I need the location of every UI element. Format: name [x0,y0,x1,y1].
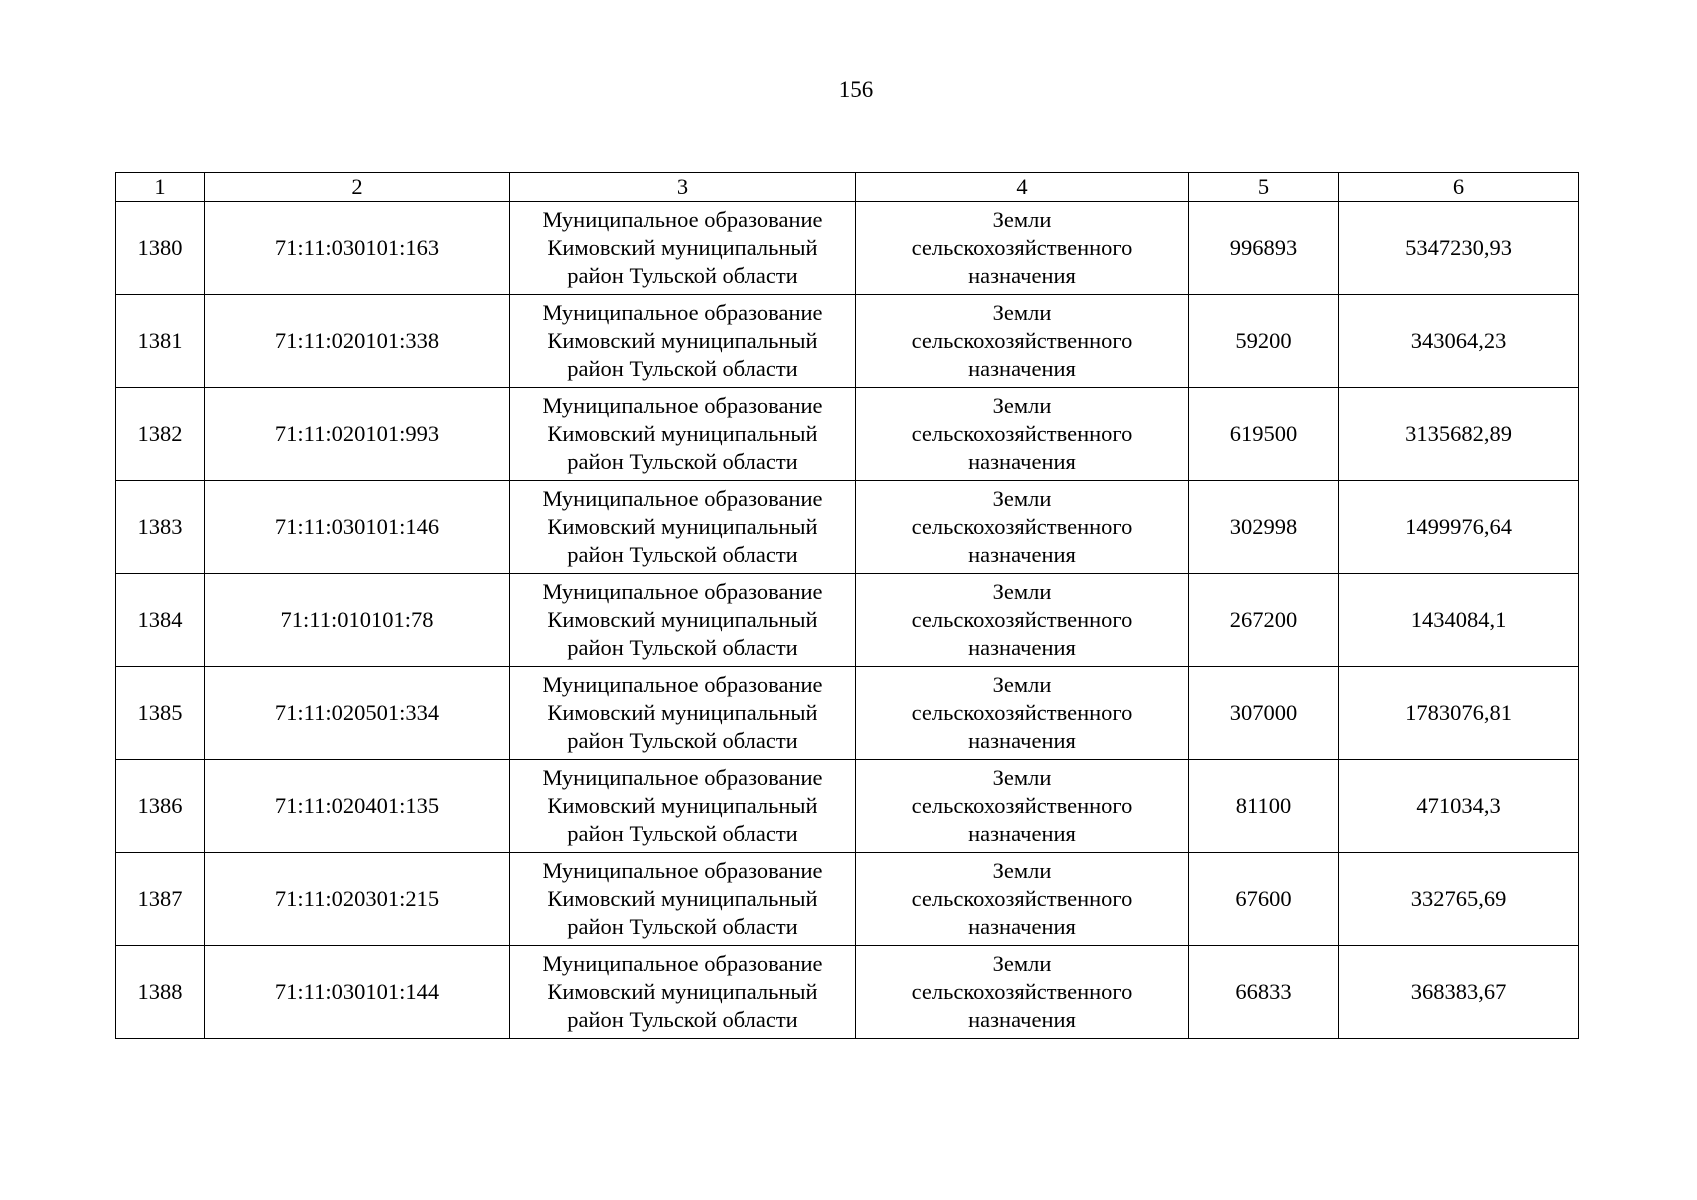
cadastral-value-cell: 368383,67 [1339,946,1579,1039]
row-number-cell: 1382 [116,388,205,481]
land-category-cell: Земли сельскохозяйственного назначения [856,481,1189,574]
owner-cell: Муниципальное образование Кимовский муниципальный район Тульской области [510,295,856,388]
cadastral-number-cell: 71:11:020501:334 [205,667,510,760]
row-number-cell: 1384 [116,574,205,667]
cadastral-number-cell: 71:11:020101:338 [205,295,510,388]
area-cell: 619500 [1189,388,1339,481]
row-number-cell: 1387 [116,853,205,946]
row-number-cell: 1385 [116,667,205,760]
area-cell: 267200 [1189,574,1339,667]
owner-cell: Муниципальное образование Кимовский муниципальный район Тульской области [510,667,856,760]
cadastral-number-cell: 71:11:010101:78 [205,574,510,667]
owner-cell: Муниципальное образование Кимовский муниципальный район Тульской области [510,388,856,481]
area-cell: 302998 [1189,481,1339,574]
table-row [116,202,1579,295]
land-category-cell: Земли сельскохозяйственного назначения [856,574,1189,667]
column-header-1: 1 [116,173,205,202]
cadastral-number-cell: 71:11:030101:144 [205,946,510,1039]
owner-cell: Муниципальное образование Кимовский муниципальный район Тульской области [510,202,856,295]
page-number: 156 [838,77,874,102]
cadastral-value-cell: 471034,3 [1339,760,1579,853]
cadastral-value-cell: 332765,69 [1339,853,1579,946]
table-row [116,760,1579,853]
area-cell: 59200 [1189,295,1339,388]
cadastral-value-cell: 5347230,93 [1339,202,1579,295]
cadastral-value-cell: 1499976,64 [1339,481,1579,574]
cadastral-number-cell: 71:11:020401:135 [205,760,510,853]
table-row [116,481,1579,574]
cadastral-value-cell: 1783076,81 [1339,667,1579,760]
land-register-table [115,172,1579,1039]
owner-cell: Муниципальное образование Кимовский муниципальный район Тульской области [510,481,856,574]
cadastral-value-cell: 3135682,89 [1339,388,1579,481]
row-number-cell: 1383 [116,481,205,574]
area-cell: 81100 [1189,760,1339,853]
table-row [116,388,1579,481]
cadastral-value-cell: 1434084,1 [1339,574,1579,667]
column-header-5: 5 [1189,173,1339,202]
land-category-cell: Земли сельскохозяйственного назначения [856,388,1189,481]
row-number-cell: 1388 [116,946,205,1039]
column-header-6: 6 [1339,173,1579,202]
land-category-cell: Земли сельскохозяйственного назначения [856,295,1189,388]
cadastral-number-cell: 71:11:020101:993 [205,388,510,481]
land-category-cell: Земли сельскохозяйственного назначения [856,946,1189,1039]
area-cell: 996893 [1189,202,1339,295]
cadastral-number-cell: 71:11:030101:163 [205,202,510,295]
row-number-cell: 1381 [116,295,205,388]
table-row [116,946,1579,1039]
cadastral-number-cell: 71:11:020301:215 [205,853,510,946]
area-cell: 307000 [1189,667,1339,760]
land-category-cell: Земли сельскохозяйственного назначения [856,760,1189,853]
area-cell: 66833 [1189,946,1339,1039]
table-header-row [116,173,1579,202]
owner-cell: Муниципальное образование Кимовский муниципальный район Тульской области [510,760,856,853]
column-header-4: 4 [856,173,1189,202]
cadastral-number-cell: 71:11:030101:146 [205,481,510,574]
table-row [116,574,1579,667]
area-cell: 67600 [1189,853,1339,946]
owner-cell: Муниципальное образование Кимовский муниципальный район Тульской области [510,853,856,946]
land-category-cell: Земли сельскохозяйственного назначения [856,202,1189,295]
owner-cell: Муниципальное образование Кимовский муниципальный район Тульской области [510,946,856,1039]
column-header-3: 3 [510,173,856,202]
table-row [116,667,1579,760]
owner-cell: Муниципальное образование Кимовский муниципальный район Тульской области [510,574,856,667]
land-category-cell: Земли сельскохозяйственного назначения [856,853,1189,946]
table-row [116,295,1579,388]
row-number-cell: 1380 [116,202,205,295]
column-header-2: 2 [205,173,510,202]
cadastral-value-cell: 343064,23 [1339,295,1579,388]
row-number-cell: 1386 [116,760,205,853]
land-category-cell: Земли сельскохозяйственного назначения [856,667,1189,760]
table-row [116,853,1579,946]
